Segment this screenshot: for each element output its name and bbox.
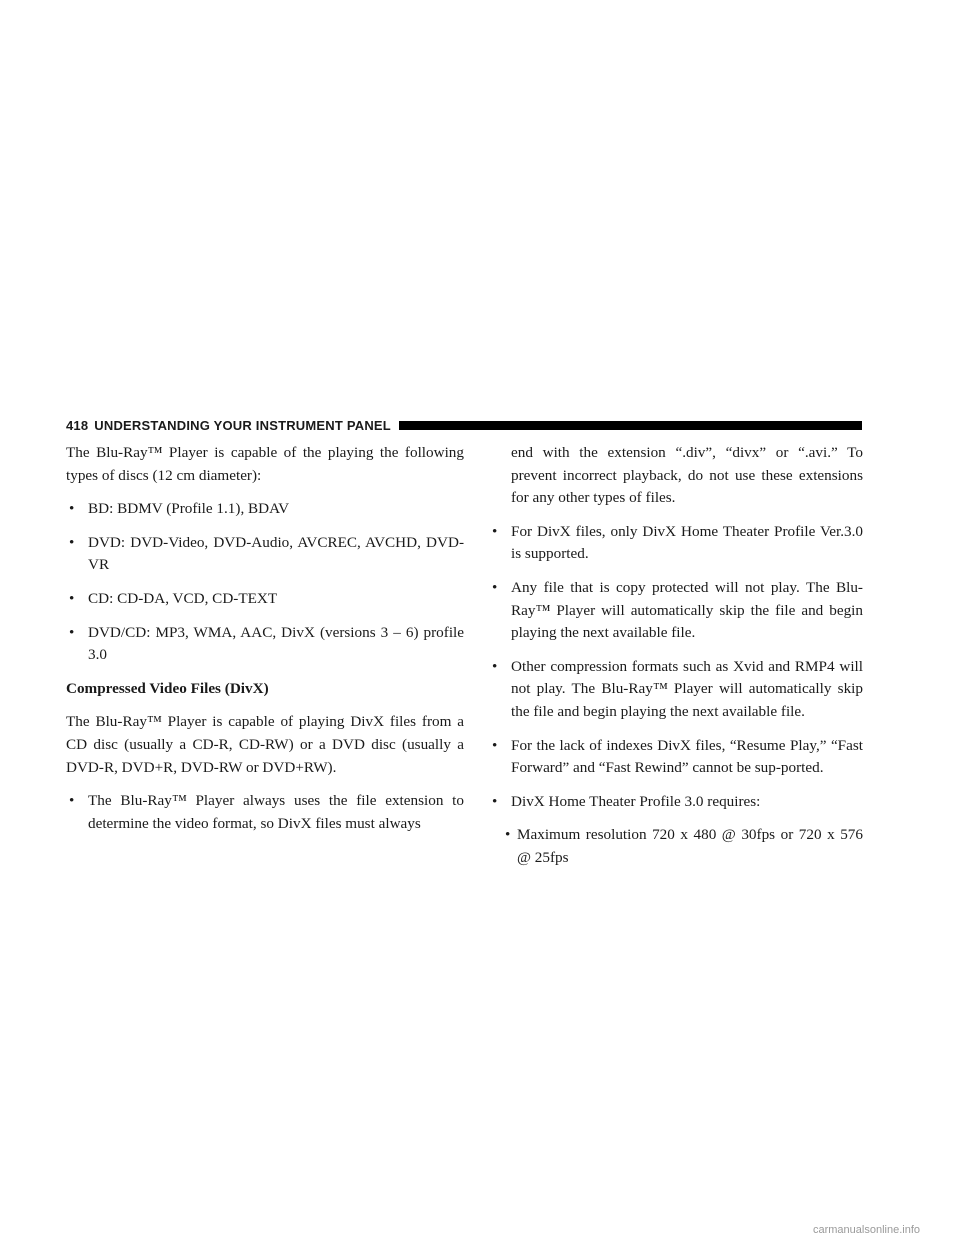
page-number: 418	[66, 417, 89, 433]
header-rule	[399, 421, 862, 430]
bullet-icon: •	[492, 792, 498, 810]
requirement-text: Maximum resolution 720 x 480 @ 30fps or 720 x 576 @ 25fps	[517, 826, 863, 866]
section-heading: Compressed Video Files (DivX)	[66, 679, 269, 697]
divx-note-text: For DivX files, only DivX Home Theater Profile Ver.3.0 is supported.	[511, 522, 863, 563]
continuation-text: end with the extension “.div”, “divx” or “.avi.” To prevent incorrect playback, do not use these extensions for any other types of files.	[511, 444, 863, 507]
right-column	[489, 442, 863, 881]
bullet-icon: •	[69, 792, 75, 810]
bullet-icon: •	[69, 500, 75, 518]
divx-note-text: For the lack of indexes DivX files, “Resume Play,” “Fast Forward” and “Fast Rewind” cannot be sup-ported.	[511, 736, 863, 777]
divx-note-text: DivX Home Theater Profile 3.0 requires:	[511, 792, 761, 810]
divx-note-item	[489, 577, 863, 645]
left-column	[66, 442, 464, 846]
file-extension-item	[66, 790, 464, 835]
bullet-icon: •	[492, 578, 498, 596]
disc-type-item	[66, 498, 464, 521]
bullet-icon: •	[492, 522, 498, 540]
requirement-item	[503, 824, 863, 869]
bullet-icon: •	[492, 657, 498, 675]
divx-note-item	[489, 521, 863, 566]
section-title: UNDERSTANDING YOUR INSTRUMENT PANEL	[94, 417, 391, 433]
divx-intro-paragraph: The Blu-Ray™ Player is capable of playing DivX files from a CD disc (usually a CD-R, CD-RW) or a DVD disc (usually a DVD-R, DVD+R, DVD-RW or DVD+RW).	[66, 713, 464, 776]
page-header	[66, 414, 862, 436]
divx-note-item	[489, 735, 863, 780]
disc-type-text: DVD: DVD-Video, DVD-Audio, AVCREC, AVCHD, DVD-VR	[88, 533, 464, 574]
file-extension-text: The Blu-Ray™ Player always uses the file extension to determine the video format, so DivX files must always	[88, 792, 464, 832]
watermark: carmanualsonline.info	[812, 1224, 920, 1236]
bullet-icon: •	[69, 623, 75, 641]
disc-type-item	[66, 532, 464, 577]
bullet-icon: •	[505, 826, 511, 844]
disc-type-item	[66, 588, 464, 611]
disc-type-text: DVD/CD: MP3, WMA, AAC, DivX (versions 3 – 6) profile 3.0	[88, 623, 464, 664]
divx-note-item	[489, 791, 863, 814]
divx-note-text: Any file that is copy protected will not play. The Blu-Ray™ Player will automatically skip the file and begin playing the next available file.	[511, 578, 863, 642]
divx-note-item	[489, 656, 863, 724]
bullet-icon: •	[492, 736, 498, 754]
disc-type-item	[66, 622, 464, 667]
bullet-icon: •	[69, 533, 75, 551]
disc-type-text: BD: BDMV (Profile 1.1), BDAV	[88, 500, 290, 518]
disc-type-text: CD: CD-DA, VCD, CD-TEXT	[88, 589, 278, 607]
intro-paragraph: The Blu-Ray™ Player is capable of the playing the following types of discs (12 cm diameter):	[66, 444, 464, 484]
divx-note-text: Other compression formats such as Xvid and RMP4 will not play. The Blu-Ray™ Player will automatically skip the file and begin playing the next available file.	[511, 657, 863, 720]
bullet-icon: •	[69, 589, 75, 607]
